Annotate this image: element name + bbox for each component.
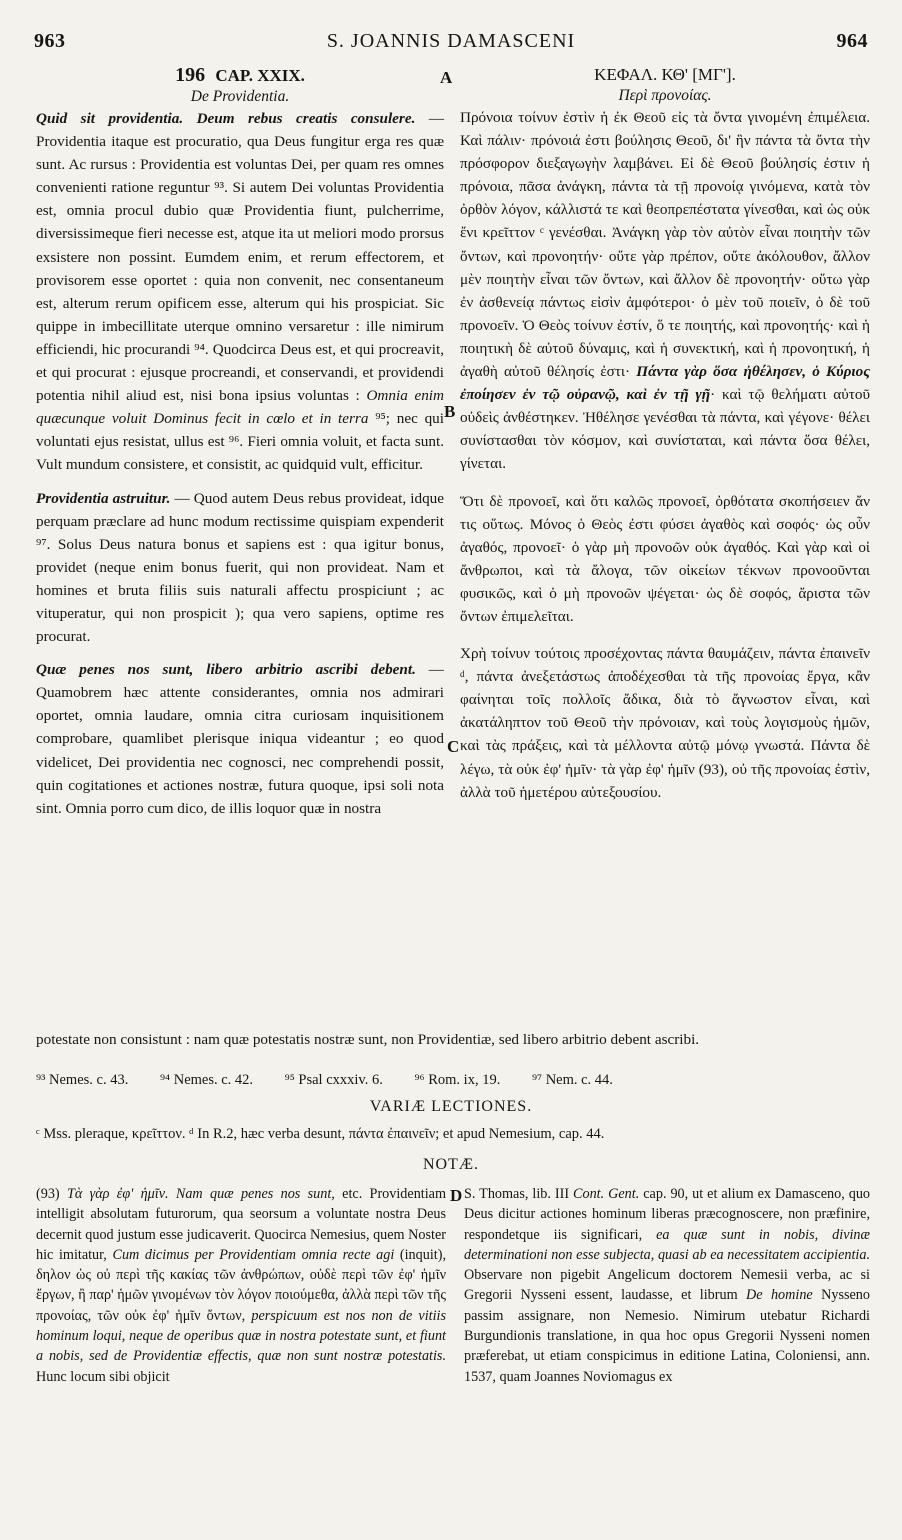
greek-section-1 [460, 106, 870, 476]
running-title: S. JOANNIS DAMASCENI [326, 30, 576, 52]
greek-section-3 [460, 642, 870, 804]
chapter-number: 196 [175, 64, 206, 86]
footnote-93: ⁹³ Nemes. c. 43. [36, 1072, 129, 1088]
note-right-text-2: cap. 90, ut et alium ex Damasceno, quo Deus dicitur actiones hominum liberas præcognoscere, non præfinire, respondetque iis significari, [464, 1186, 871, 1243]
notae-right-column [464, 1184, 870, 1387]
latin-spanning-tail: potestate non consistunt : nam quæ potestatis nostræ sunt, non Providentiæ, sed libero arbitrio debent ascribi. [36, 1031, 700, 1048]
latin-section-2-text: — Quod autem Deus rebus provideat, idque perquam præclare ad hunc modum rectissime quispiam expenderit ⁹⁷. Solus Deus natura bonus et sapiens est : qua igitur bonus, providet (neque enim bonus fuerit, qui non provideat. Nam et homines et bruta filiis suis naturali affectu prospiciunt ; ac vituperatur, qui non prospicit ); qua vero sapiens, optime res procurat. [36, 489, 444, 646]
note-93-quote-1: Cum dicimus per Providentiam omnia recte agi [112, 1246, 395, 1263]
page-number-right: 964 [836, 30, 868, 52]
latin-section-1-text-2: ⁹⁵; nec qui voluntati ejus resistat, ullus est ⁹⁶. Fieri omnia voluit, et facta sunt. Vult mundum consistere, et consistit, ac quidquid vult, efficitur. [36, 410, 444, 474]
note-93-lead: (93) [36, 1186, 67, 1202]
note-93-quote-2: perspicuum est nos non de vitiis hominum loqui, neque de operibus quæ in nostra potestate sunt, et fiunt a nobis, sed de Providentiæ effectis, quæ non sunt nostræ potestatis. [36, 1307, 447, 1365]
latin-subtitle: De Providentia. [190, 88, 290, 105]
margin-marker-d: D [450, 1186, 463, 1205]
greek-chapter-heading: ΚΕΦΑΛ. ΚΘ' [ΜΓ']. [594, 65, 736, 84]
greek-section-3-text: Χρὴ τοίνυν τούτοις προσέχοντας πάντα θαυμάζειν, πάντα ἐπαινεῖν ᵈ, πάντα ἀνεξετάστως ἀποδέχεσθαι τὰ τῆς προνοίας ἔργα, κἂν φαίνηται τοῖς πολλοῖς ἄδικα, διὰ τὸ ἄγνωστον εἶναι, καὶ ἀκατάληπτον τοῦ Θεοῦ τὴν πρόνοιαν, καὶ τοὺς λογισμοὺς ἡμῶν, καὶ τὰς πράξεις, καὶ τὰ μέλλοντα αὐτῷ μόνῳ γνωστά. Πάντα δὲ λέγω, τὰ οὐκ ἐφ' ἡμῖν· τὰ γὰρ ἐφ' ἡμῖν (93), οὐ τῆς προνοίας ἐστὶν, ἀλλὰ τοῦ ἡμετέρου αὐτεξουσίου. [460, 645, 870, 801]
latin-section-1-title: Quid sit providentia. Deum rebus creatis consulere. [36, 110, 416, 127]
note-right-italic-2: ea quæ sunt in nobis, divinæ determinationi non esse subjecta, quasi ab ea necessitatem accipientia. [464, 1226, 870, 1263]
greek-section-1-text-2: · καὶ τῷ θελήματι αὐτοῦ οὐδεὶς ἀνθέστηκεν. Ἠθέλησε γενέσθαι τὰ πάντα, καὶ γέγονε· θέλει συνίστασθαι τὸν κόσμον, καὶ συνίσταται, καὶ πάντα ὅσα θέλει, γίνεται. [460, 386, 870, 473]
notae-title: NOTÆ. [422, 1156, 480, 1173]
note-right-italic-1: Cont. Gent. [573, 1186, 640, 1202]
latin-section-3 [36, 658, 444, 820]
variae-lectiones-text: ᶜ Mss. pleraque, κρεῖττον. ᵈ In R.2, hæc verba desunt, πάντα ἐπαινεῖν; et apud Nemesium, cap. 44. [36, 1126, 605, 1142]
margin-marker-c: C [447, 737, 460, 756]
note-right-text-4: Nysseno passim assignare, non Nemesio. Nimirum utebatur Richardi Burgundionis translatione, in qua hoc opus Gregorii Nysseni nomen præferebat, ut etiam conspicimus in editione Latina, Coloniensi, ann. 1537, quam Joannes Noviomagus ex [464, 1287, 870, 1385]
notae-left-column [36, 1184, 446, 1387]
latin-section-2-title: Providentia astruitur. [36, 489, 171, 507]
greek-subtitle: Περὶ προνοίας. [618, 87, 712, 104]
latin-section-2 [36, 487, 444, 649]
greek-section-2 [460, 490, 870, 629]
footnote-96: ⁹⁶ Rom. ix, 19. [414, 1072, 501, 1088]
note-right-text-3: Observare non pigebit Angelicum doctorem Nemesii verba, ac si Gregorii Nysseni essent, laudasse, et librum [464, 1267, 870, 1304]
greek-section-1-text: Πρόνοια τοίνυν ἐστὶν ἡ ἐκ Θεοῦ εἰς τὰ ὄντα γινομένη ἐπιμέλεια. Καὶ πάλιν· πρόνοιά ἐστι βούλησις Θεοῦ, δι' ἣν πάντα τὰ ὄντα τὴν πρόσφορον διεξαγωγὴν λαμβάνει. Εἰ δὲ Θεοῦ βούλησίς ἐστιν ἡ πρόνοια, πᾶσα ἀνάγκη, πάντα τὰ τῇ προνοίᾳ γινόμενα, κατὰ τὸν ὀρθὸν λόγον, κάλλιστά τε καὶ θεοπρεπέστατα γίνεσθαι, καὶ ὡς οὐκ ἔνι κρεῖττον ᶜ γενέσθαι. Ἀνάγκη γὰρ τὸν αὐτὸν εἶναι ποιητὴν τῶν ὄντων, καὶ προνοητήν· οὔτε γὰρ πρέπον, οὔτε ἀκόλουθον, ἄλλον μὲν ποιητὴν εἶναι τῶν ὄντων, καὶ ἄλλον δὲ προνοητήν· οὕτω γὰρ ἐν ἀσθενείᾳ πάντως εἰσὶν ἀμφότεροι· ὁ μὲν τοῦ ποιεῖν, ὁ δὲ τοῦ προνοεῖν. Ὁ Θεὸς τοίνυν ἐστίν, ὅ τε ποιητής, καὶ προνοητής· καὶ ἡ ποιητικὴ δὲ αὐτοῦ δύναμις, καὶ ἡ συνεκτική, καὶ ἡ προνοητική, ἡ ἀγαθὴ αὐτοῦ θέλησίς ἐστι· [460, 109, 870, 381]
note-93-text-1: etc. Providentiam intelligit absolutam futurorum, qua seorsum a voluntate nostra Deus decernit quod justum esse judicaverit. Quocirca Nemesius, quem Noster hic imitatur, [36, 1186, 447, 1263]
footnote-94: ⁹⁴ Nemes. c. 42. [159, 1072, 254, 1088]
greek-column [460, 64, 870, 814]
latin-chapter-heading [36, 64, 444, 87]
footnote-95: ⁹⁵ Psal cxxxiv. 6. [284, 1072, 383, 1088]
margin-marker-a: A [440, 68, 453, 87]
latin-section-3-text: — Quamobrem hæc attente considerantes, omnia nos admirari oportet, omnia laudare, omnia citra curiosam inquisitionem comprobare, quamlibet plerisque iniqua videantur ; eo quod videlicet, Dei providentia nec cognosci, nec comprehendi possit, quin cogitationes et actiones nostræ, futura quoque, ipsi soli nota sint. Omnia porro cum dico, de illis loquor quæ in nostra [36, 661, 444, 817]
page-number-left: 963 [34, 30, 66, 52]
latin-section-1-text: —Providentia itaque est procuratio, qua Deus fungitur erga res quæ sunt. Ac rursus : Providentia est voluntas Dei, per quam res omnes convenienti ratione reguntur ⁹³. Si autem Dei voluntas Providentia est, omnia procul dubio quæ Providentia fiunt, pulcherrime, diversissimeque fieri necesse est, atque ita ut meliori modo prorsus exsistere non possint. Eumdem enim, et rerum effectorem, et provisorem esse oportet : quia non convenit, nec consentaneum est, alterum rerum opificem esse, alterum qui his prospiciat. Sic quippe in imbecillitate uterque omnino versaretur : ille nimirum efficiendi, hic procurandi ⁹⁴. Quodcirca Deus est, et qui procreavit, et qui procurat : ejusque procreandi, et conservandi, et providendi potentia nihil aliud est, nisi bona ipsius voluntas : [36, 110, 445, 405]
note-right-text-1: S. Thomas, lib. III [464, 1186, 574, 1202]
margin-marker-b: B [444, 402, 456, 421]
note-93-text-2: (inquit), δηλον ὡς οὐ περὶ τῆς κακίας τῶν ἀνθρώπων, οὐδὲ περὶ τῶν ἐφ' ἡμῖν ἔργων, ἢ παρ' ἡμῶν γινομένων τὸν λόγον ποιούμεθα, ἀλλὰ περὶ τῶν τῆς προνοίας, τῶν οὐκ ἐφ' ἡμῖν ὄντων, [36, 1246, 446, 1324]
note-right-italic-3: De homine [746, 1287, 813, 1304]
latin-section-1-quote: Omnia enim quæcunque voluit Dominus fecit in cœlo et in terra [36, 387, 444, 428]
latin-chapter-label: CAP. XXIX. [215, 66, 305, 85]
footnote-97: ⁹⁷ Nem. c. 44. [531, 1072, 613, 1088]
variae-lectiones-title: VARIÆ LECTIONES. [369, 1098, 533, 1115]
footnotes [36, 1072, 868, 1089]
greek-section-1-quote: Πάντα γὰρ ὅσα ἠθέλησεν, ὁ Κύριος ἐποίησεν ἐν τῷ οὐρανῷ, καὶ ἐν τῇ γῇ [460, 363, 870, 404]
note-93-text-3: Hunc locum sibi objicit [36, 1368, 170, 1385]
note-93-lemma: Τὰ γὰρ ἐφ' ἡμῖν. Nam quæ penes nos sunt, [66, 1186, 335, 1202]
greek-section-2-text: Ὅτι δὲ προνοεῖ, καὶ ὅτι καλῶς προνοεῖ, ὀρθότατα σκοπήσειεν ἄν τις οὕτως. Μόνος ὁ Θεὸς ἐστι φύσει ἀγαθὸς καὶ σοφός· ὡς οὖν ἀγαθός, προνοεῖ· ὁ γὰρ μὴ προνοῶν οὐκ ἀγαθός. Καὶ γὰρ καὶ οἱ ἄνθρωποι, καὶ τὰ ἄλογα, τῶν οἰκείων τέκνων προνοοῦνται φυσικῶς, καὶ ὁ μὴ προνοῶν ψέγεται· ὡς δὲ σοφός, ἄριστα τῶν ὄντων ἐπιμελεῖται. [460, 492, 870, 625]
latin-column [36, 64, 444, 830]
latin-section-1 [36, 107, 444, 477]
latin-section-3-title: Quæ penes nos sunt, libero arbitrio ascribi debent. [36, 661, 416, 679]
